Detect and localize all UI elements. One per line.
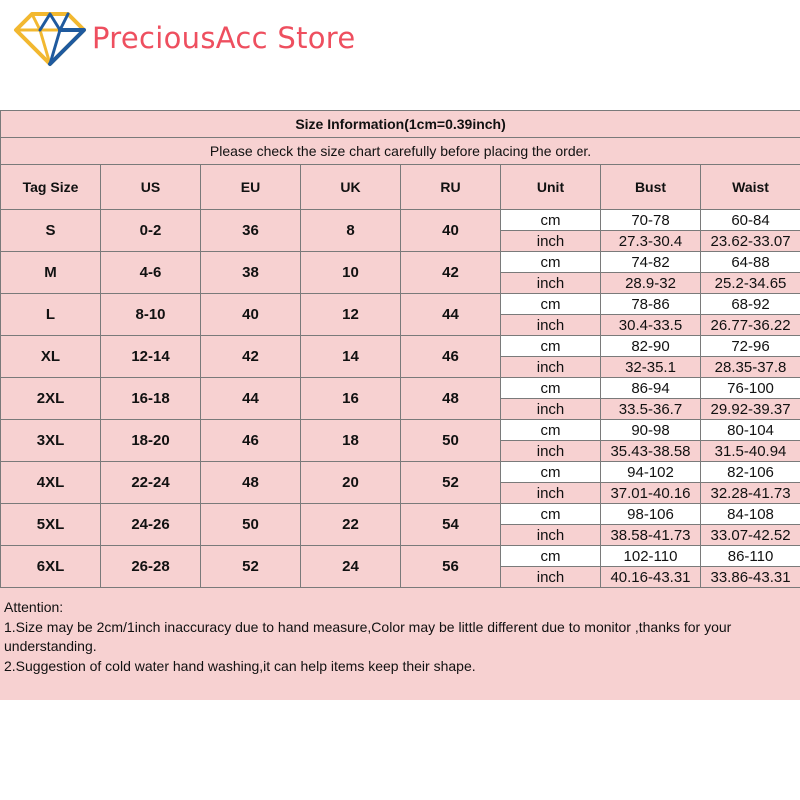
waist-inch-cell: 29.92-39.37: [701, 399, 800, 420]
size-row-cm: [1, 294, 800, 315]
us-size-cell: 24-26: [101, 504, 201, 546]
size-row-cm: [1, 378, 800, 399]
eu-size-cell: 38: [201, 252, 301, 294]
bust-cm-cell: 82-90: [601, 336, 701, 357]
unit-cell: inch: [501, 441, 601, 462]
waist-cm-cell: 80-104: [701, 420, 800, 441]
bust-inch-cell: 40.16-43.31: [601, 567, 701, 588]
unit-cell: cm: [501, 294, 601, 315]
bust-inch-cell: 38.58-41.73: [601, 525, 701, 546]
eu-size-cell: 52: [201, 546, 301, 588]
uk-size-cell: 12: [301, 294, 401, 336]
unit-cell: cm: [501, 336, 601, 357]
uk-size-cell: 18: [301, 420, 401, 462]
unit-cell: inch: [501, 483, 601, 504]
uk-size-cell: 10: [301, 252, 401, 294]
unit-cell: inch: [501, 231, 601, 252]
waist-inch-cell: 33.07-42.52: [701, 525, 800, 546]
size-row-cm: [1, 462, 800, 483]
tag-size-cell: 5XL: [1, 504, 101, 546]
waist-cm-cell: 68-92: [701, 294, 800, 315]
unit-cell: cm: [501, 252, 601, 273]
ru-size-cell: 52: [401, 462, 501, 504]
size-row-cm: [1, 420, 800, 441]
us-size-cell: 0-2: [101, 210, 201, 252]
uk-size-cell: 14: [301, 336, 401, 378]
eu-size-cell: 44: [201, 378, 301, 420]
unit-cell: cm: [501, 504, 601, 525]
tag-size-cell: 4XL: [1, 462, 101, 504]
uk-size-cell: 16: [301, 378, 401, 420]
waist-cm-cell: 82-106: [701, 462, 800, 483]
tag-size-cell: M: [1, 252, 101, 294]
size-row-cm: [1, 504, 800, 525]
waist-inch-cell: 33.86-43.31: [701, 567, 800, 588]
waist-inch-cell: 31.5-40.94: [701, 441, 800, 462]
header-bust: Bust: [601, 165, 701, 210]
tag-size-cell: XL: [1, 336, 101, 378]
bust-cm-cell: 90-98: [601, 420, 701, 441]
unit-cell: cm: [501, 378, 601, 399]
ru-size-cell: 40: [401, 210, 501, 252]
waist-cm-cell: 76-100: [701, 378, 800, 399]
eu-size-cell: 48: [201, 462, 301, 504]
header-waist: Waist: [701, 165, 800, 210]
us-size-cell: 12-14: [101, 336, 201, 378]
unit-cell: inch: [501, 567, 601, 588]
waist-cm-cell: 86-110: [701, 546, 800, 567]
bust-inch-cell: 35.43-38.58: [601, 441, 701, 462]
notes-heading: Attention:: [4, 599, 64, 615]
us-size-cell: 18-20: [101, 420, 201, 462]
waist-inch-cell: 28.35-37.8: [701, 357, 800, 378]
eu-size-cell: 46: [201, 420, 301, 462]
waist-cm-cell: 84-108: [701, 504, 800, 525]
bust-inch-cell: 30.4-33.5: [601, 315, 701, 336]
bust-cm-cell: 102-110: [601, 546, 701, 567]
table-subtitle-row: [1, 138, 800, 165]
bust-inch-cell: 37.01-40.16: [601, 483, 701, 504]
waist-inch-cell: 32.28-41.73: [701, 483, 800, 504]
waist-cm-cell: 64-88: [701, 252, 800, 273]
bust-cm-cell: 70-78: [601, 210, 701, 231]
size-chart-table: [0, 110, 800, 588]
us-size-cell: 4-6: [101, 252, 201, 294]
unit-cell: inch: [501, 357, 601, 378]
header-unit: Unit: [501, 165, 601, 210]
size-row-cm: [1, 336, 800, 357]
header-tag-size: Tag Size: [1, 165, 101, 210]
bust-cm-cell: 94-102: [601, 462, 701, 483]
unit-cell: cm: [501, 210, 601, 231]
size-row-cm: [1, 252, 800, 273]
bust-inch-cell: 32-35.1: [601, 357, 701, 378]
diamond-icon: [10, 8, 90, 68]
ru-size-cell: 50: [401, 420, 501, 462]
uk-size-cell: 20: [301, 462, 401, 504]
unit-cell: inch: [501, 399, 601, 420]
eu-size-cell: 40: [201, 294, 301, 336]
waist-cm-cell: 60-84: [701, 210, 800, 231]
waist-inch-cell: 25.2-34.65: [701, 273, 800, 294]
tag-size-cell: 6XL: [1, 546, 101, 588]
us-size-cell: 16-18: [101, 378, 201, 420]
ru-size-cell: 42: [401, 252, 501, 294]
eu-size-cell: 42: [201, 336, 301, 378]
uk-size-cell: 24: [301, 546, 401, 588]
header-uk: UK: [301, 165, 401, 210]
notes-line-2: 2.Suggestion of cold water hand washing,it can help items keep their shape.: [4, 657, 476, 674]
bust-inch-cell: 27.3-30.4: [601, 231, 701, 252]
bust-cm-cell: 74-82: [601, 252, 701, 273]
header-ru: RU: [401, 165, 501, 210]
bust-cm-cell: 86-94: [601, 378, 701, 399]
bust-cm-cell: 78-86: [601, 294, 701, 315]
store-header: [10, 8, 356, 68]
size-row-cm: [1, 546, 800, 567]
size-row-cm: [1, 210, 800, 231]
tag-size-cell: S: [1, 210, 101, 252]
waist-inch-cell: 23.62-33.07: [701, 231, 800, 252]
ru-size-cell: 46: [401, 336, 501, 378]
table-subtitle: Please check the size chart carefully before placing the order.: [1, 138, 800, 165]
unit-cell: inch: [501, 525, 601, 546]
tag-size-cell: L: [1, 294, 101, 336]
eu-size-cell: 50: [201, 504, 301, 546]
notes-line-1: 1.Size may be 2cm/1inch inaccuracy due to hand measure,Color may be little different due to monitor ,thanks for your understanding.: [4, 618, 732, 654]
size-chart-panel: [0, 110, 800, 700]
ru-size-cell: 44: [401, 294, 501, 336]
attention-notes: [0, 588, 800, 676]
table-title-row: [1, 111, 800, 138]
ru-size-cell: 48: [401, 378, 501, 420]
header-eu: EU: [201, 165, 301, 210]
unit-cell: cm: [501, 546, 601, 567]
table-title: Size Information(1cm=0.39inch): [1, 111, 800, 138]
ru-size-cell: 54: [401, 504, 501, 546]
tag-size-cell: 3XL: [1, 420, 101, 462]
uk-size-cell: 22: [301, 504, 401, 546]
bust-inch-cell: 28.9-32: [601, 273, 701, 294]
waist-cm-cell: 72-96: [701, 336, 800, 357]
bust-cm-cell: 98-106: [601, 504, 701, 525]
us-size-cell: 26-28: [101, 546, 201, 588]
bust-inch-cell: 33.5-36.7: [601, 399, 701, 420]
eu-size-cell: 36: [201, 210, 301, 252]
unit-cell: cm: [501, 462, 601, 483]
store-name: PreciousAcc Store: [92, 21, 356, 55]
unit-cell: cm: [501, 420, 601, 441]
unit-cell: inch: [501, 273, 601, 294]
waist-inch-cell: 26.77-36.22: [701, 315, 800, 336]
ru-size-cell: 56: [401, 546, 501, 588]
uk-size-cell: 8: [301, 210, 401, 252]
us-size-cell: 22-24: [101, 462, 201, 504]
unit-cell: inch: [501, 315, 601, 336]
header-us: US: [101, 165, 201, 210]
tag-size-cell: 2XL: [1, 378, 101, 420]
us-size-cell: 8-10: [101, 294, 201, 336]
table-header-row: [1, 165, 800, 210]
